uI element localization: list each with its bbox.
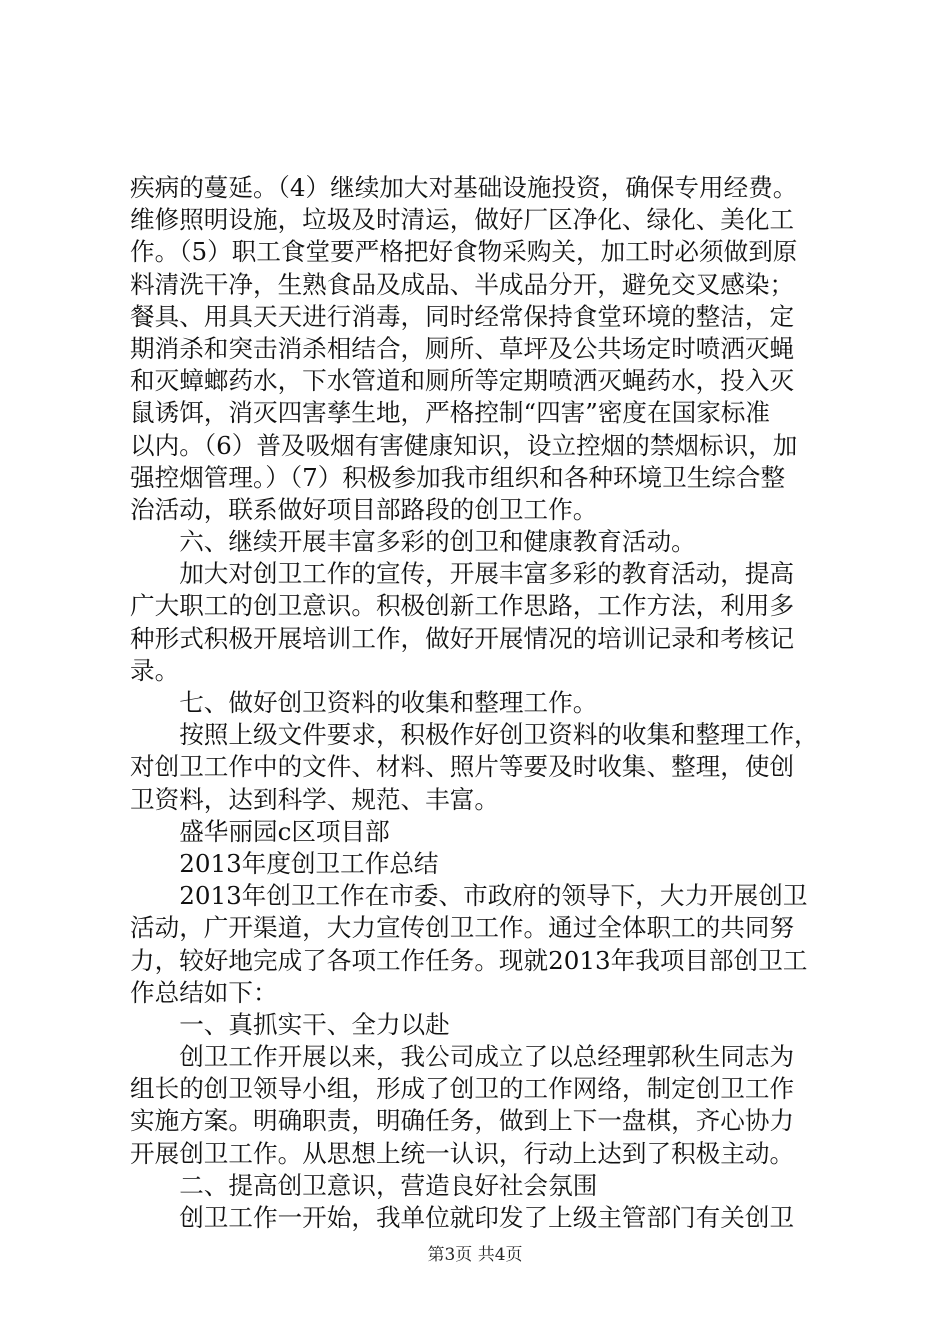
text-line: 期消杀和突击消杀相结合，厕所、草坪及公共场定时喷洒灭蝇	[130, 333, 795, 363]
text-line: 以内。（6）普及吸烟有害健康知识，设立控烟的禁烟标识，加	[130, 430, 798, 460]
text-line: 治活动，联系做好项目部路段的创卫工作。	[130, 494, 598, 524]
text-line: 作。（5）职工食堂要严格把好食物采购关，加工时必须做到原	[130, 237, 798, 267]
text-line: 料清洗干净，生熟食品及成品、半成品分开，避免交叉感染；	[130, 269, 795, 299]
text-line: 六、继续开展丰富多彩的创卫和健康教育活动。	[130, 527, 696, 557]
text-line: 组长的创卫领导小组，形成了创卫的工作网络，制定创卫工作	[130, 1074, 795, 1104]
text-line: 创卫工作开展以来，我公司成立了以总经理郭秋生同志为	[130, 1042, 795, 1072]
text-line: 广大职工的创卫意识。积极创新工作思路，工作方法，利用多	[130, 591, 795, 621]
text-line: 实施方案。明确职责，明确任务，做到上下一盘棋，齐心协力	[130, 1106, 795, 1136]
text-line: 按照上级文件要求，积极作好创卫资料的收集和整理工作，	[130, 720, 819, 750]
text-line: 维修照明设施，垃圾及时清运，做好厂区净化、绿化、美化工	[130, 205, 795, 235]
text-line: 2013年度创卫工作总结	[130, 848, 439, 878]
text-line: 种形式积极开展培训工作，做好开展情况的培训记录和考核记	[130, 623, 795, 653]
text-line: 七、做好创卫资料的收集和整理工作。	[130, 688, 598, 717]
text-line: 作总结如下：	[130, 977, 278, 1007]
text-line: 力，较好地完成了各项工作任务。现就2013年我项目部创卫工	[130, 945, 808, 975]
text-line: 鼠诱饵，消灭四害孳生地，严格控制“四害”密度在国家标准	[130, 398, 770, 428]
text-line: 加大对创卫工作的宣传，开展丰富多彩的教育活动，提高	[130, 559, 795, 589]
text-line: 录。	[130, 655, 180, 685]
text-line: 盛华丽园c区项目部	[130, 816, 390, 846]
text-line: 2013年创卫工作在市委、市政府的领导下，大力开展创卫	[130, 881, 808, 911]
page-footer: 第3页 共4页	[427, 1245, 523, 1265]
text-line: 开展创卫工作。从思想上统一认识，行动上达到了积极主动。	[130, 1138, 795, 1168]
text-line: 创卫工作一开始，我单位就印发了上级主管部门有关创卫	[130, 1203, 795, 1232]
text-line: 和灭蟑螂药水，下水管道和厕所等定期喷洒灭蝇药水，投入灭	[130, 366, 795, 396]
text-line: 活动，广开渠道，大力宣传创卫工作。通过全体职工的共同努	[130, 913, 795, 943]
text-line: 二、提高创卫意识，营造良好社会氛围	[130, 1170, 598, 1200]
text-line: 强控烟管理。）（7）积极参加我市组织和各种环境卫生综合整	[130, 462, 786, 492]
document-body	[130, 172, 832, 1234]
text-line: 餐具、用具天天进行消毒，同时经常保持食堂环境的整洁，定	[130, 301, 795, 331]
text-line: 对创卫工作中的文件、材料、照片等要及时收集、整理，使创	[130, 752, 795, 782]
text-line: 疾病的蔓延。（4）继续加大对基础设施投资，确保专用经费。	[130, 173, 798, 202]
text-line: 卫资料，达到科学、规范、丰富。	[130, 784, 499, 814]
text-line: 一、真抓实干、全力以赴	[130, 1009, 450, 1039]
